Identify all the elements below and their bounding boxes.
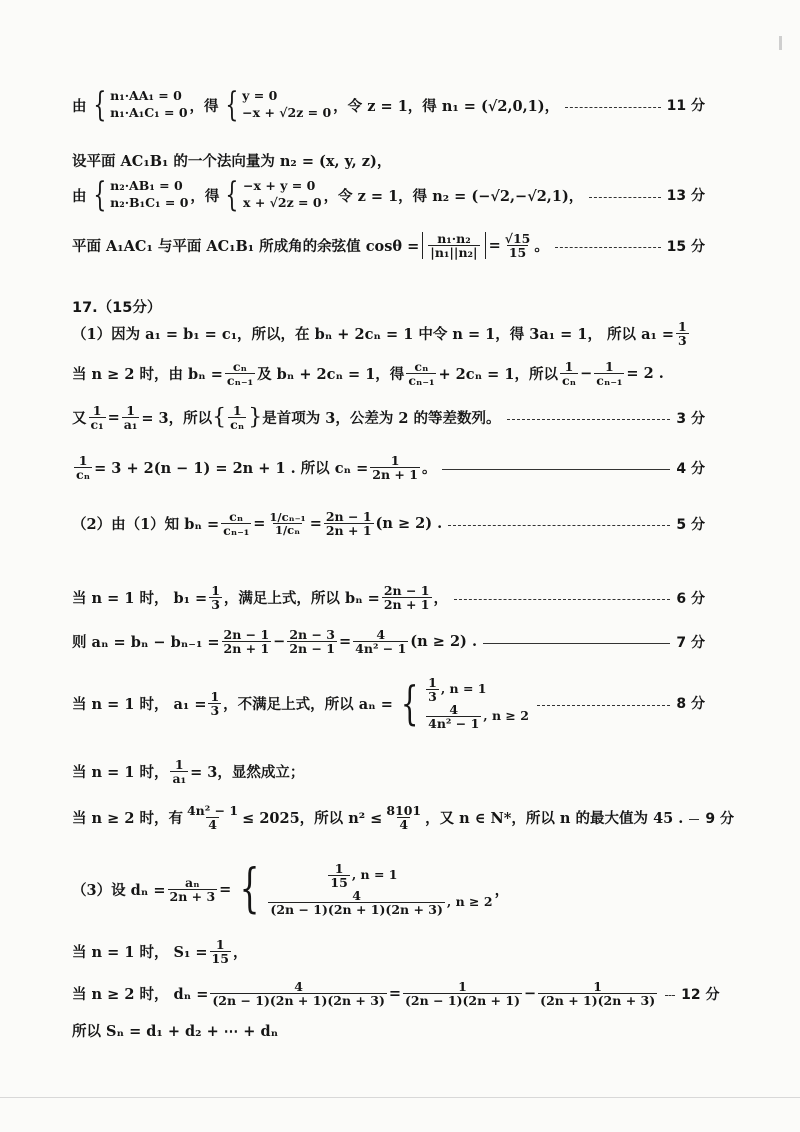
leader-dots	[537, 705, 670, 706]
leader-dots	[555, 247, 661, 248]
line-17-Sn-sum: 所以 Sₙ = d₁ + d₂ + ⋯ + dₙ	[72, 1023, 279, 1040]
line-plane-normal-setup: 设平面 AC₁B₁ 的一个法向量为 n₂ = (x, y, z)，	[72, 153, 392, 170]
leader-dots	[448, 525, 670, 526]
score-label: 11 分	[666, 98, 705, 114]
line-17-an-difference: 则 aₙ = bₙ − bₙ₋₁ = $\frac{2n - 1}{2n + 1}$ − $\frac{2n - 3}{2n - 1}$ = $\frac{4}{\text{4n² − 1}}$ (n ≥ 2) . 7 分	[72, 627, 705, 657]
line-17-dn-split: 当 n ≥ 2 时， dₙ = $\frac{4}{(2n - 1)(2n + 1)(2n + 3)}$ = $\frac{1}{(2n - 1)(2n + 1)}$ − $\frac{1}{(2n + 1)(2n + 3)}$ 12 分	[72, 979, 720, 1009]
question-17-title: 17.（15分）	[72, 300, 162, 316]
line-17-part3-dn: （3）设 dₙ = $\frac{\text{aₙ}}{2n + 3}$ = { $\frac{1}{15}$ , n = 1 $\frac{4}{(2n - 1)(2n + 1)(2n + 3)}$ , n ≥ 2 ，	[72, 859, 510, 920]
leader-dots	[689, 819, 699, 820]
line-17-an-piecewise: 当 n = 1 时， a₁ = $\frac{1}{3}$ ，不满足上式，所以 aₙ = { $\frac{1}{3}$ , n = 1 $\frac{4}{\text{4n² − 1}}$ , n ≥ 2 8 分	[72, 675, 705, 732]
line-17-max-n: 当 n ≥ 2 时，有 $\frac{\text{4n² − 1}}{4}$ ≤ 2025，所以 n² ≤ $\frac{8101}{4}$ ，又 n ∈ N*，所以 n 的最大值为 45 . 9 分	[72, 803, 734, 833]
leader-dots	[665, 995, 675, 996]
score-label: 9 分	[705, 810, 734, 827]
score-label: 12 分	[681, 986, 720, 1003]
line-17-part2-bn: （2）由（1）知 bₙ = $\frac{\text{cₙ}}{\text{cₙ₋₁}}$ = $\frac{\text{1/cₙ₋₁}}{\text{1/cₙ}}$ = $\frac{2n - 1}{2n + 1}$ (n ≥ 2) . 5 分	[72, 509, 705, 539]
leader-dots	[442, 469, 670, 470]
line-cosine-result: 平面 A₁AC₁ 与平面 AC₁B₁ 所成角的余弦值 cosθ = $\frac{\text{n₁·n₂}}{\text{|n₁||n₂|}}$ = $\frac{√15}{15}$ 。 15 分	[72, 231, 705, 261]
line-17-n1-holds: 当 n = 1 时， $\frac{1}{\text{a₁}}$ = 3，显然成立；	[72, 757, 305, 787]
line-normal-vector-n2: 由 { n₂·AB₁ = 0 n₂·B₁C₁ = 0 ，得 { −x + y = 0 x + √2z = 0 ，令 z = 1，得 n₂ = (−√2,−√2,1)， 13 分	[72, 175, 705, 215]
score-label: 5 分	[676, 516, 705, 533]
leader-dots	[565, 107, 661, 108]
leader-dots	[454, 599, 670, 600]
scan-mark	[779, 36, 782, 50]
line-17-cn-formula: $\frac{1}{\text{cₙ}}$ = 3 + 2(n − 1) = 2n + 1 . 所以 cₙ = $\frac{1}{2n + 1}$ 。 4 分	[76, 453, 705, 483]
line-normal-vector-n1: 由 { n₁·AA₁ = 0 n₁·A₁C₁ = 0 ，得 { y = 0 −x + √2z = 0 ，令 z = 1，得 n₁ = (√2,0,1)， 11 分	[72, 85, 705, 125]
line-17-S1: 当 n = 1 时， S₁ = $\frac{1}{15}$ ，	[72, 937, 248, 967]
score-label: 8 分	[676, 696, 705, 713]
page-bottom-edge	[0, 1097, 800, 1104]
score-label: 6 分	[676, 590, 705, 607]
leader-dots	[507, 419, 671, 420]
leader-dots	[589, 197, 660, 198]
score-label: 13 分	[666, 188, 705, 204]
score-label: 15 分	[666, 238, 705, 255]
leader-dots	[483, 643, 670, 644]
line-17-b1-check: 当 n = 1 时， b₁ = $\frac{1}{3}$ ，满足上式，所以 bₙ = $\frac{2n - 1}{2n + 1}$ ， 6 分	[72, 583, 705, 613]
score-label: 7 分	[676, 634, 705, 651]
score-label: 4 分	[676, 460, 705, 477]
score-label: 3 分	[676, 410, 705, 427]
line-17-part1: （1）因为 a₁ = b₁ = c₁，所以，在 bₙ + 2cₙ = 1 中令 n = 1，得 3a₁ = 1， 所以 a₁ = $\frac{1}{3}$	[72, 319, 687, 349]
line-17-recurrence: 当 n ≥ 2 时，由 bₙ = $\frac{\text{cₙ}}{\text{cₙ₋₁}}$ 及 bₙ + 2cₙ = 1，得 $\frac{\text{cₙ}}{\text{cₙ₋₁}}$ + 2cₙ = 1，所以 $\frac{1}{\text{cₙ}}$ − $\frac{1}{\text{cₙ₋₁}}$ = 2 .	[72, 359, 664, 389]
line-17-arith-seq: 又 $\frac{1}{\text{c₁}}$ = $\frac{1}{\text{a₁}}$ = 3，所以 { $\frac{1}{\text{cₙ}}$ } 是首项为 3，公差为 2 的等差数列。 3 分	[72, 403, 705, 433]
